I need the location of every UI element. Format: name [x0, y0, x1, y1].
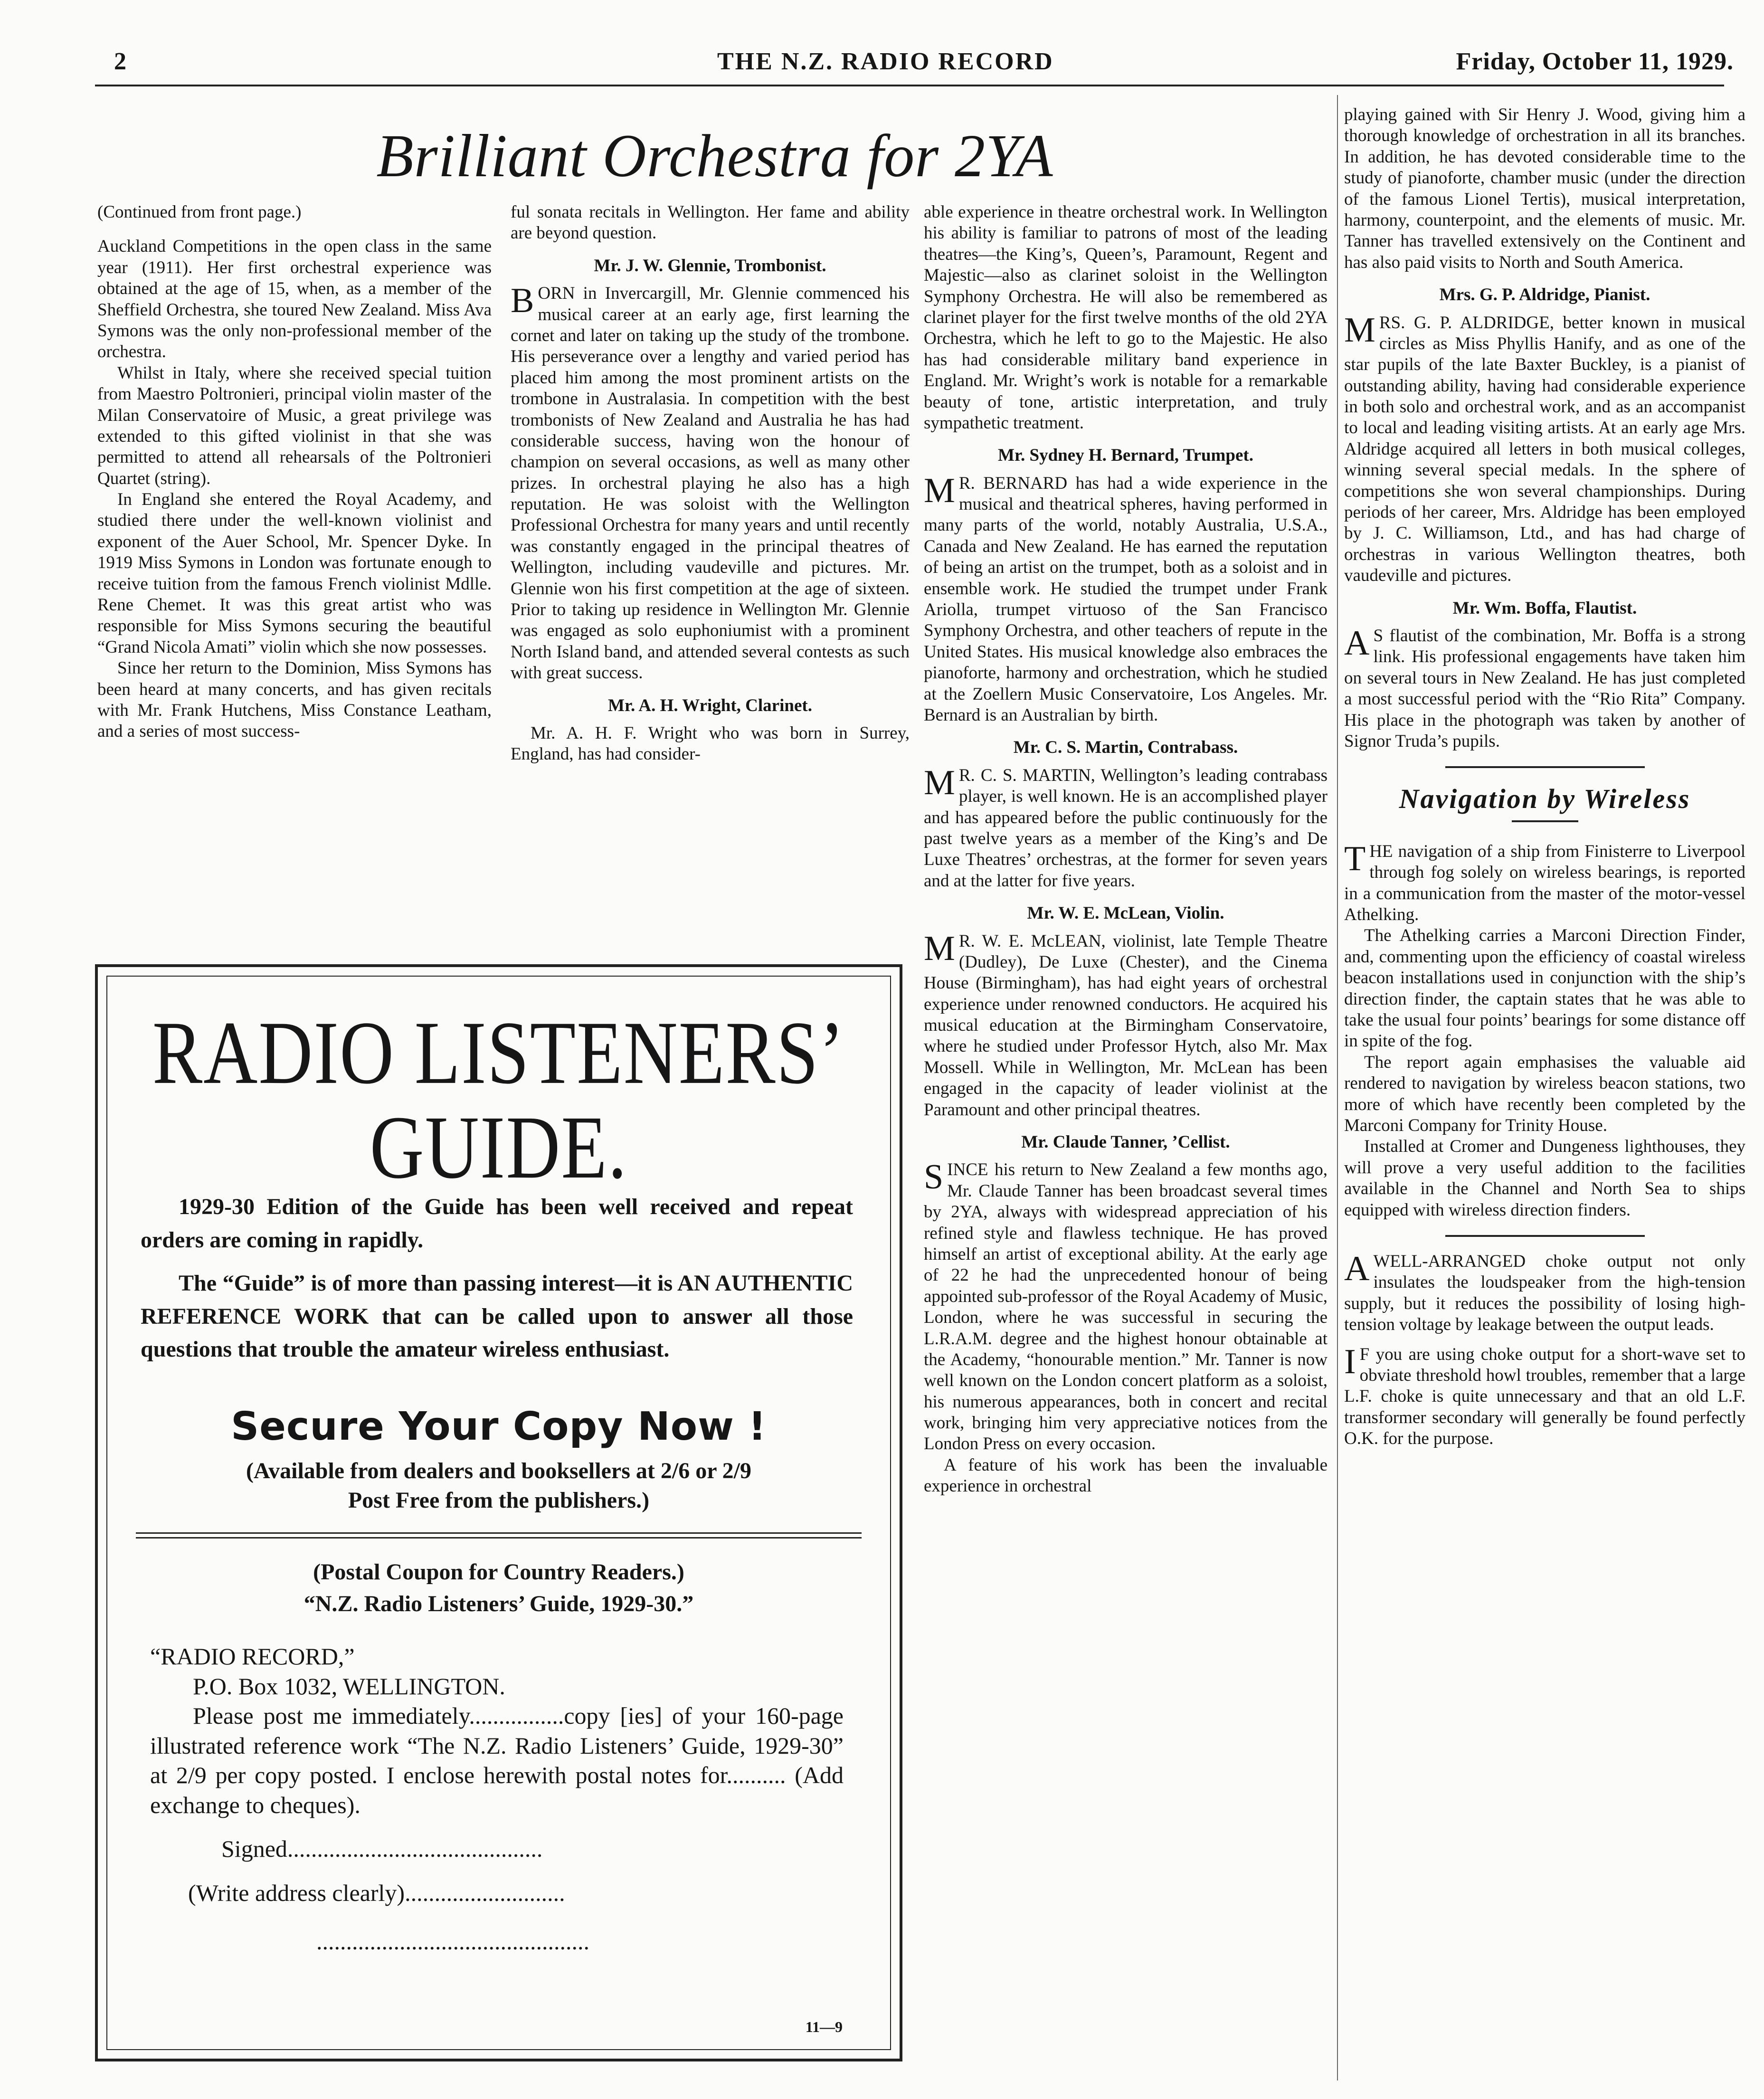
- ad-availability-line: (Available from dealers and booksellers at 2/6 or 2/9: [246, 1458, 751, 1483]
- section-heading: Mr. Sydney H. Bernard, Trumpet.: [998, 446, 1253, 465]
- coupon-address-field[interactable]: (Write address clearly)...........................: [188, 1879, 565, 1906]
- section-rule: [1445, 1235, 1645, 1237]
- coupon-blank-line[interactable]: ..............................................: [316, 1928, 589, 1955]
- paragraph: MRS. G. P. ALDRIDGE, better known in musical circles as Miss Phyllis Hanify, and as one of the star pupils of the late Baxter Buckley, is a pianist of outstanding ability, having had considerable experience in both solo and orchestral work, and as an accompanist to local and leading visiting artists. At an early age Mrs. Aldridge acquired all letters in both musical colleges, winning several special medals. In the sphere of competitions she won several championships. During periods of her career, Mrs. Aldridge has been employed by J. C. Williamson, Ltd., and has had charge of orchestras in various Wellington theatres, both vaudeville and pictures.: [1344, 310, 1745, 586]
- section-heading: Mr. A. H. Wright, Clarinet.: [608, 695, 812, 715]
- article-column-4: [1344, 104, 1745, 2076]
- ad-body: [141, 1190, 853, 1377]
- paragraph: Auckland Competitions in the open class in the same year (1911). Her first orchestral experience was obtained at the age of 15, when, as a member of the Sheffield Orchestra, she toured New Zealand. Miss Ava Symons was the only non-professional member of the orchestra.: [97, 237, 492, 362]
- section-heading: Mr. J. W. Glennie, Trombonist.: [594, 256, 826, 275]
- coupon-signed-line[interactable]: Signed...........................................: [221, 1835, 543, 1862]
- section-heading: Mr. C. S. Martin, Contrabass.: [1013, 738, 1238, 758]
- section-heading: Mrs. G. P. Aldridge, Pianist.: [1439, 285, 1650, 305]
- section-heading: Mr. Claude Tanner, ’Cellist.: [1021, 1132, 1230, 1152]
- section-heading: Mr. W. E. McLean, Violin.: [1027, 903, 1224, 923]
- paper-title: THE N.Z. RADIO RECORD: [717, 48, 1054, 75]
- ad-call-to-action: Secure Your Copy Now !: [231, 1404, 767, 1449]
- paragraph: MR. C. S. MARTIN, Wellington’s leading contrabass player, is well known. He is an accomplished player and has appeared before the public continuously for the past twelve years as a member of the King’s and De Luxe Theatres’ orchestras, at the former for seven years and at the latter for five years.: [924, 763, 1328, 891]
- paragraph: THE navigation of a ship from Finisterre to Liverpool through fog solely on wireless bearings, is reported in a communication from the master of the motor-vessel Athelking.: [1344, 839, 1745, 925]
- paragraph: A feature of his work has been the invaluable experience in orchestral: [924, 1455, 1328, 1496]
- paragraph: SINCE his return to New Zealand a few months ago, Mr. Claude Tanner has been broadcast several times by 2YA, always with widespread appreciation of his refined style and flawless technique. He has proved himself an artist of exceptional ability. At the early age of 22 he had the unprecedented honour of being appointed sub-professor of the Royal Academy of Music, London, where he was successful in securing the L.R.A.M. degree and the highest honour obtainable at the Academy, “honourable mention.” Mr. Tanner is now well known on the London concert platform as a soloist, his numerous appearances, both in concert and recital work, bringing him very appreciative notices from the London Press on every occasion.: [924, 1158, 1328, 1454]
- paragraph: The Athelking carries a Marconi Direction Finder, and, commenting upon the efficiency of coastal wireless beacon installations used in conjunction with the ship’s direction finder, the captain states that he was able to take the usual four points’ bearings for some distance off in spite of the fog.: [1344, 926, 1745, 1051]
- paragraph: IF you are using choke output for a short-wave set to obviate threshold howl troubles, remember that a large L.F. choke is quite unnecessary and that an old L.F. transformer secondary will generally be found perfectly O.K. for the purpose.: [1344, 1342, 1745, 1449]
- paragraph: Since her return to the Dominion, Miss Symons has been heard at many concerts, and has given recitals with Mr. Frank Hutchens, Miss Constance Leatham, and a series of most success-: [97, 658, 492, 741]
- paragraph: The report again emphasises the valuable aid rendered to navigation by wireless beacon stations, two more of which have recently been completed by the Marconi Company for Trinity House.: [1344, 1052, 1745, 1135]
- coupon-code: 11—9: [805, 2018, 843, 2035]
- section-rule: [1512, 820, 1578, 822]
- coupon-form: [150, 1642, 844, 1957]
- ad-title-line: GUIDE.: [370, 1097, 628, 1197]
- paragraph: MR. BERNARD has had a wide experience in the musical and theatrical spheres, having performed in many parts of the world, notably Australia, U.S.A., Canada and New Zealand. He has earned the reputation of being an artist on the trumpet, both as a soloist and in ensemble work. He studied the trumpet under Frank Ariolla, trumpet virtuoso of the San Francisco Symphony Orchestra, and other teachers of repute in the United States. His musical knowledge also embraces the pianoforte, harmony and orchestration, which he studied at the Zoellern Music Conservatoire, Los Angeles. Mr. Bernard is an Australian by birth.: [924, 471, 1328, 725]
- paragraph: AS flautist of the combination, Mr. Boffa is a strong link. His professional engagements have taken him on several tours in New Zealand. He has just completed a most successful period with the “Rio Rita” Company. His place in the photograph was taken by another of Signor Truda’s pupils.: [1344, 623, 1745, 751]
- paragraph: MR. W. E. McLEAN, violinist, late Temple Theatre (Dudley), De Luxe (Chester), and the Cinema House (Birmingham), has had eight years of orchestral experience under renowned conductors. He acquired his musical education at the Birmingham Conservatoire, where he studied under Professor Hytch, also Mr. Max Mossell. While in Wellington, Mr. McLean has been engaged in the capacity of leader violinist at the Paramount and other principal theatres.: [924, 929, 1328, 1120]
- paragraph: BORN in Invercargill, Mr. Glennie commenced his musical career at an early age, first learning the cornet and later on taking up the study of the trombone. His perseverance over a lengthy and varied period has placed him among the most prominent artists on the trombone in Australasia. In competition with the best trombonists of New Zealand and Australia he has had considerable success, having won the honour of champion on several occasions, as well as many other prizes. In orchestral playing he also has a high reputation. He was soloist with the Wellington Professional Orchestra for many years and until recently was constantly engaged in the principal theatres of Wellington, including vaudeville and pictures. Mr. Glennie won his first competition at the age of sixteen. Prior to taking up residence in Wellington Mr. Glennie was engaged as solo euphoniumist with a prominent North Island band, and attended several contests as such with great success.: [511, 281, 910, 683]
- section-heading: Mr. Wm. Boffa, Flautist.: [1452, 598, 1637, 618]
- article-column-1: [97, 202, 492, 948]
- ad-title: [98, 1003, 900, 1197]
- continued-note: (Continued from front page.): [97, 202, 302, 222]
- ad-coupon-line: (Postal Coupon for Country Readers.): [313, 1559, 684, 1585]
- page-number: 2: [114, 48, 127, 75]
- coupon-address-line: “RADIO RECORD,”: [150, 1643, 355, 1670]
- issue-date: Friday, October 11, 1929.: [1456, 48, 1734, 75]
- paragraph: Installed at Cromer and Dungeness lighthouses, they will prove a very useful addition to the facilities available in the Channel and North Sea to ships equipped with wireless direction finders.: [1344, 1137, 1745, 1220]
- ad-rule: [136, 1532, 862, 1534]
- coupon-address-line: P.O. Box 1032, WELLINGTON.: [193, 1672, 505, 1700]
- ad-availability: [98, 1456, 900, 1516]
- masthead-rule: [95, 85, 1724, 86]
- ad-coupon-line: “N.Z. Radio Listeners’ Guide, 1929-30.”: [303, 1591, 694, 1617]
- ad-coupon-heading: [98, 1556, 900, 1620]
- paragraph: In England she entered the Royal Academy, and studied there under the well-known violinist and exponent of the Auer School, Mr. Spencer Dyke. In 1919 Miss Symons in London was fortunate enough to receive tuition from the famous French violinist Mdlle. Rene Chemet. It was this great artist who was responsible for Miss Symons securing the beautiful “Grand Nicola Amati” violin which she now possesses.: [97, 490, 492, 657]
- ad-availability-line: Post Free from the publishers.): [348, 1488, 650, 1513]
- paragraph: playing gained with Sir Henry J. Wood, giving him a thorough knowledge of orchestration in all its branches. In addition, he has devoted considerable time to the study of pianoforte, chamber music (under the direction of the famous Lionel Tertis), musical interpretation, harmony, counterpoint, and the elements of music. Mr. Tanner has travelled extensively on the Continent and has also paid visits to North and South America.: [1344, 105, 1745, 272]
- article-column-2: [511, 202, 910, 948]
- column-divider: [1337, 95, 1338, 2080]
- paragraph: Mr. A. H. F. Wright who was born in Surrey, England, has had consider-: [511, 723, 910, 764]
- masthead: [114, 47, 1734, 85]
- article-column-3: [924, 202, 1328, 2078]
- advertisement-box: [95, 964, 902, 2061]
- ad-rule: [136, 1537, 862, 1539]
- article-headline: Brilliant Orchestra for 2YA: [376, 122, 1053, 190]
- ad-paragraph: The “Guide” is of more than passing interest—it is AN AUTHENTIC REFERENCE WORK that can be called upon to answer all those questions that trouble the amateur wireless enthusiast.: [141, 1271, 853, 1362]
- paragraph: AWELL-ARRANGED choke output not only insulates the loudspeaker from the high-tension supply, but it reduces the possibility of losing high-tension voltage by leakage between the output leads.: [1344, 1249, 1745, 1335]
- article-headline-navigation: Navigation by Wireless: [1399, 783, 1691, 815]
- paragraph: Whilst in Italy, where she received special tuition from Maestro Poltronieri, principal violin master of the Milan Conservatoire of Music, a great privilege was extended to this gifted violinist in that she was permitted to attend all rehearsals of the Poltronieri Quartet (string).: [97, 363, 492, 488]
- ad-title-line: RADIO LISTENERS’: [152, 1003, 845, 1103]
- paragraph: ful sonata recitals in Wellington. Her fame and ability are beyond question.: [511, 202, 910, 243]
- ad-paragraph: 1929-30 Edition of the Guide has been well received and repeat orders are coming in rapidly.: [141, 1194, 853, 1253]
- section-rule: [1445, 766, 1645, 768]
- coupon-order-text: Please post me immediately................copy [ies] of your 160-page illustrated reference work “The N.Z. Radio Listeners’ Guide, 1929-30” at 2/9 per copy posted. I enclose herewith postal notes for.......... (Add exchange to cheques).: [150, 1702, 844, 1818]
- paragraph: able experience in theatre orchestral work. In Wellington his ability is familiar to patrons of most of the leading theatres—the King’s, Queen’s, Paramount, Regent and Majestic—also as clarinet soloist in the Wellington Symphony Orchestra. He will also be remembered as clarinet player for the first twelve months of the old 2YA Orchestra, which he left to go to the Majestic. He also has had considerable military band experience in England. Mr. Wright’s work is notable for a remarkable beauty of tone, artistic interpretation, and truly sympathetic treatment.: [924, 202, 1328, 433]
